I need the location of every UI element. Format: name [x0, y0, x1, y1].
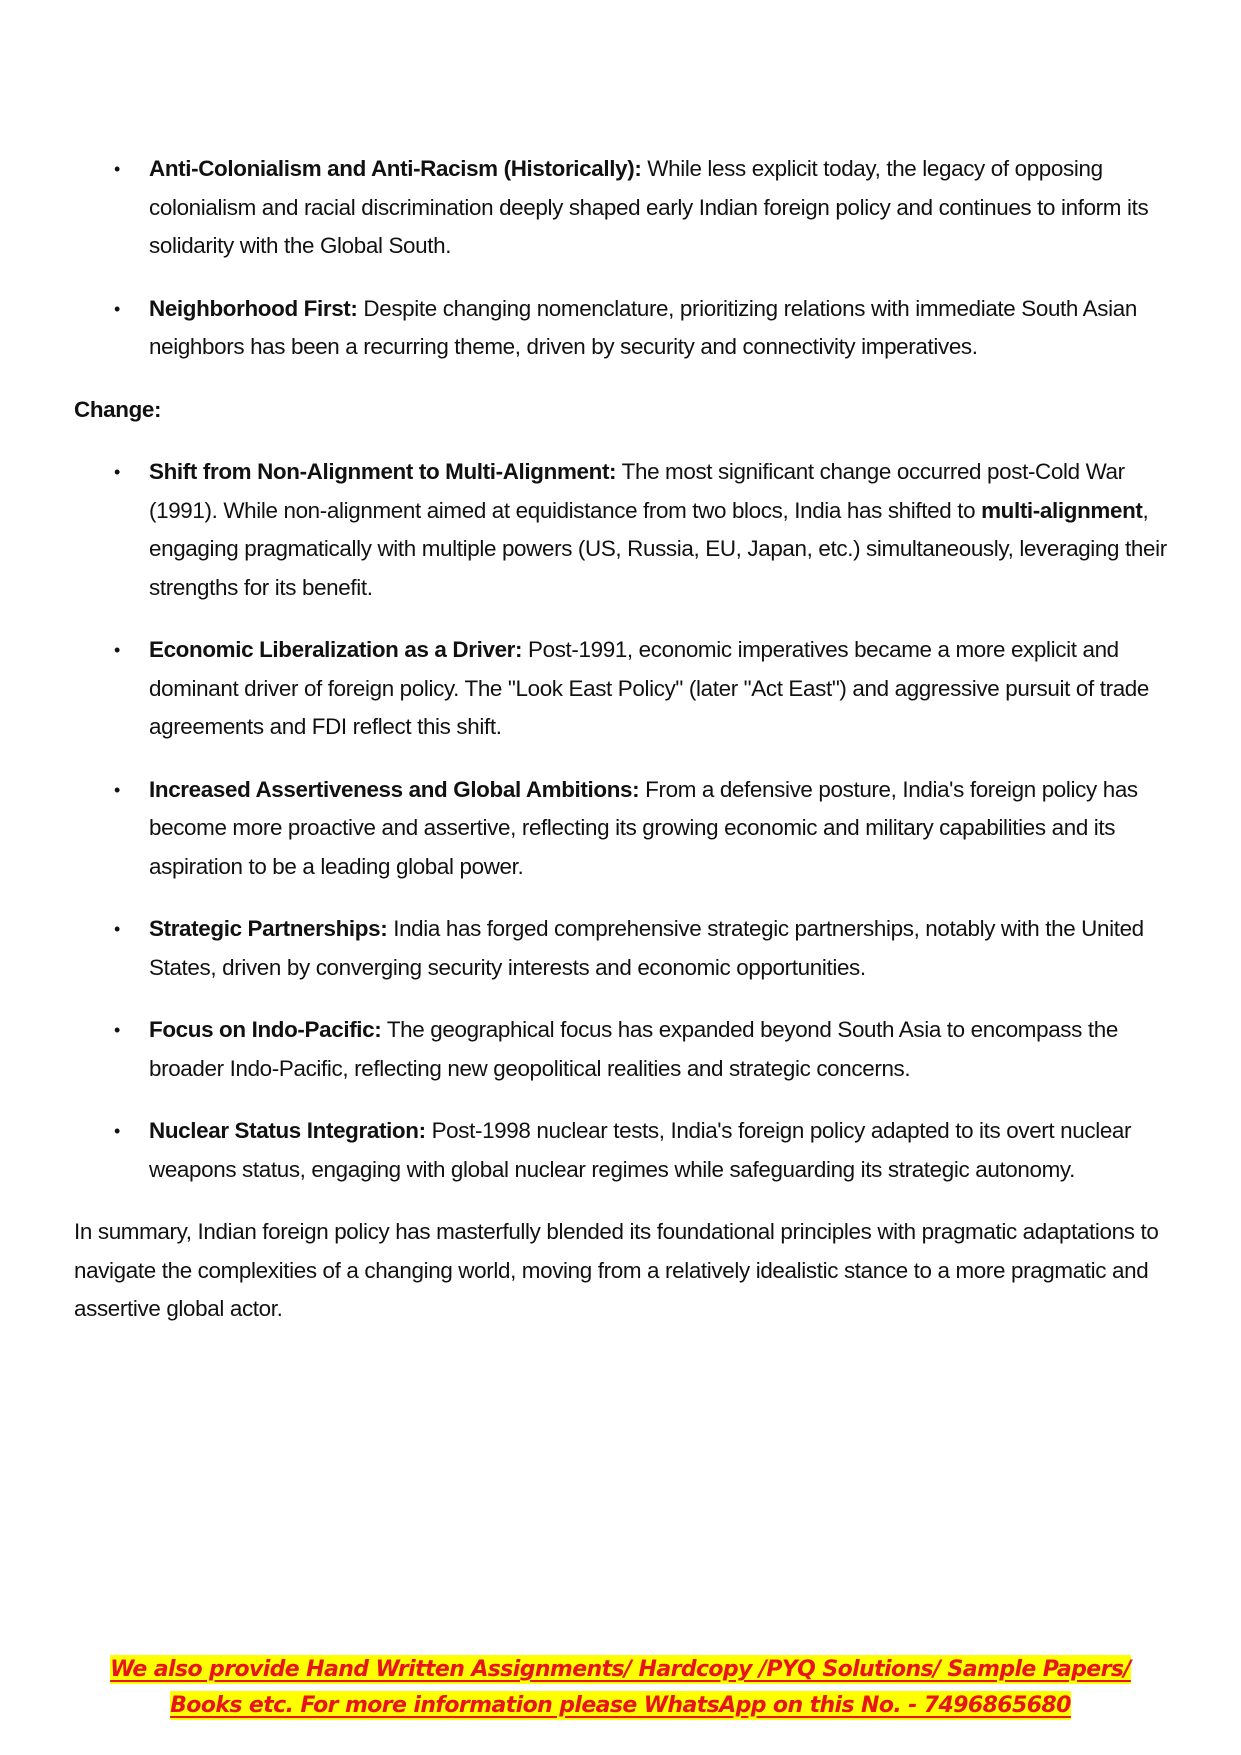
item-title: Neighborhood First: [149, 295, 358, 321]
item-title: Anti-Colonialism and Anti-Racism (Historically): [149, 156, 642, 181]
summary-paragraph: In summary, Indian foreign policy has masterfully blended its foundational principles with pragmatic adaptations to navigate the complexities of a changing world, moving from a relatively idealistic stance to a more pragmatic and assertive global actor. [74, 1219, 1159, 1321]
bullet-icon: • [114, 298, 120, 319]
item-title: Increased Assertiveness and Global Ambitions: [149, 776, 640, 802]
promo-line-1: We also provide Hand Written Assignments/ Hardcopy /PYQ Solutions/ Sample Papers/ [110, 1657, 1131, 1682]
item-text: , engaging pragmatically with multiple powers (US, Russia, EU, Japan, etc.) simultaneously, leveraging their strengths for its benefit. [149, 497, 1167, 600]
item-text: India has forged comprehensive strategic partnerships, notably with the United States, driven by converging security interests and economic opportunities. [149, 916, 1144, 980]
item-title: Focus on Indo-Pacific: [149, 1017, 382, 1042]
change-list [74, 453, 1184, 1189]
list-item [74, 910, 1184, 987]
bullet-icon: • [114, 919, 120, 939]
item-title: Strategic Partnerships: [149, 916, 388, 941]
list-item [74, 453, 1184, 607]
item-text: Post-1991, economic imperatives became a more explicit and dominant driver of foreign policy. The "Look East Policy" (later "Act East") and aggressive pursuit of trade agreements and FDI reflect this shift. [149, 637, 1149, 739]
bullet-icon: • [114, 640, 120, 660]
bullet-icon: • [114, 462, 120, 482]
document-body [74, 150, 1184, 1351]
item-text: Post-1998 nuclear tests, India's foreign policy adapted to its overt nuclear weapons status, engaging with global nuclear regimes while safeguarding its strategic autonomy. [149, 1118, 1132, 1182]
item-title: Economic Liberalization as a Driver: [149, 637, 523, 662]
item-text: From a defensive posture, India's foreign policy has become more proactive and assertive, reflecting its growing economic and military capabilities and its aspiration to be a leading global power. [149, 776, 1138, 879]
list-item [74, 771, 1184, 887]
promo-footer [0, 1652, 1241, 1724]
list-item [74, 290, 1184, 367]
bullet-icon: • [114, 779, 120, 800]
list-item [74, 1112, 1184, 1189]
item-title: Nuclear Status Integration: [149, 1118, 426, 1143]
item-text: The geographical focus has expanded beyond South Asia to encompass the broader Indo-Pacific, reflecting new geopolitical realities and strategic concerns. [149, 1017, 1118, 1081]
item-text: Despite changing nomenclature, prioritizing relations with immediate South Asian neighbors has been a recurring theme, driven by security and connectivity imperatives. [149, 295, 1137, 359]
section-heading-change: Change: [74, 396, 162, 422]
continuity-list [74, 150, 1184, 367]
item-text: While less explicit today, the legacy of opposing colonialism and racial discrimination deeply shaped early Indian foreign policy and continues to inform its solidarity with the Global South. [149, 156, 1149, 258]
bullet-icon: • [114, 159, 120, 179]
list-item [74, 631, 1184, 747]
item-title: Shift from Non-Alignment to Multi-Alignment: [149, 459, 617, 484]
item-inline-bold: multi-alignment [981, 497, 1143, 523]
list-item [74, 1011, 1184, 1088]
item-text: The most significant change occurred post-Cold War (1991). While non-alignment aimed at equidistance from two blocs, India has shifted to [149, 459, 1125, 523]
promo-line-2: Books etc. For more information please WhatsApp on this No. - 7496865680 [170, 1693, 1071, 1718]
list-item [74, 150, 1184, 266]
bullet-icon: • [114, 1121, 120, 1141]
bullet-icon: • [114, 1020, 120, 1040]
